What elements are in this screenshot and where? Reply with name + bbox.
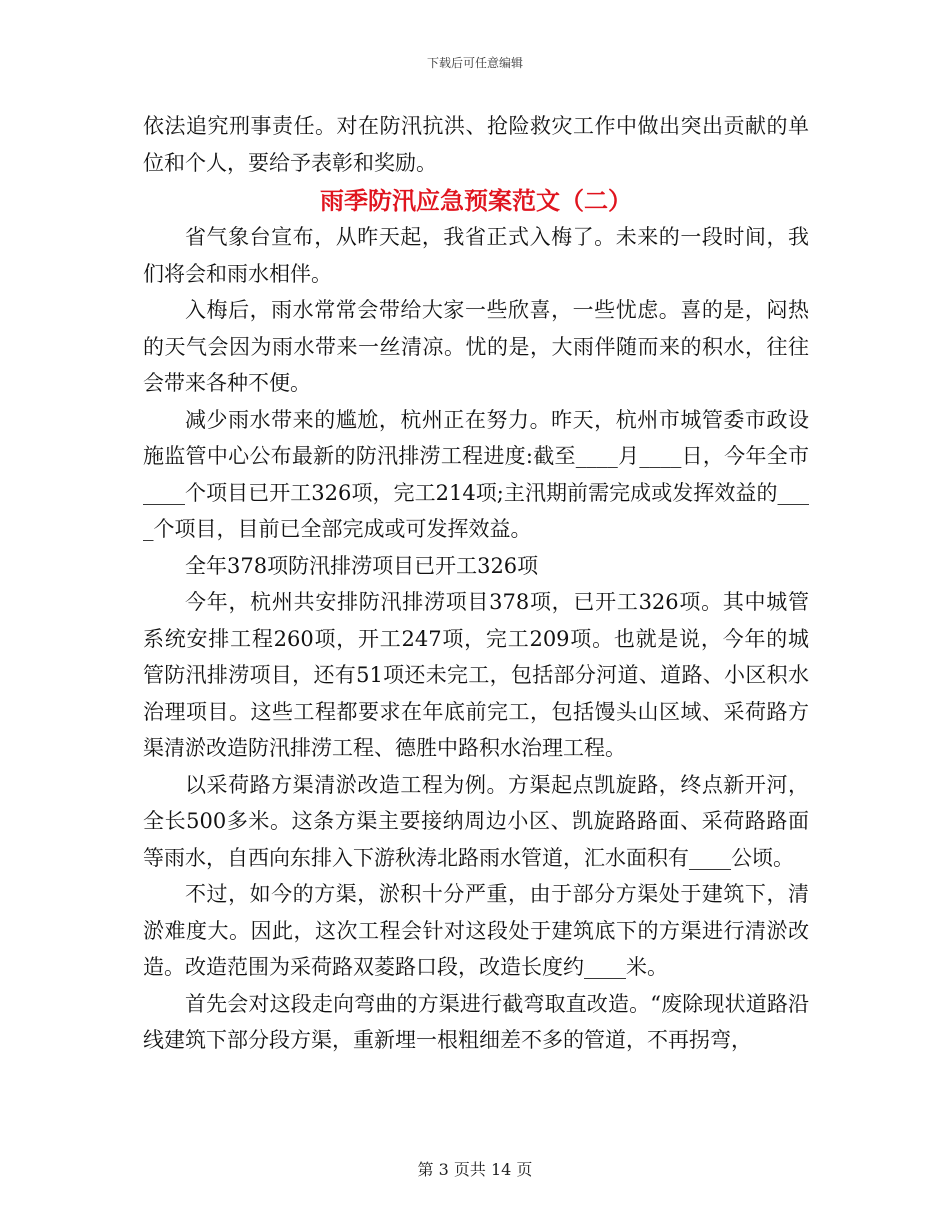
paragraph: 以采荷路方渠清淤改造工程为例。方渠起点凯旋路，终点新开河，全长500多米。这条方渠主要接纳周边小区、凯旋路路面、采荷路路面等雨水，自西向东排入下游秋涛北路雨水管道，汇水面积有____公顷。 [143,772,809,870]
paragraph-continuation: 依法追究刑事责任。对在防汛抗洪、抢险救灾工作中做出突出贡献的单位和个人，要给予表彰和奖励。 [143,114,809,175]
paragraph: 今年，杭州共安排防汛排涝项目378项，已开工326项。其中城管系统安排工程260项，开工247项，完工209项。也就是说，今年的城管防汛排涝项目，还有51项还未完工，包括部分河道、道路、小区积水治理项目。这些工程都要求在年底前完工，包括馒头山区域、采荷路方渠清淤改造防汛排涝工程、德胜中路积水治理工程。 [143,590,809,760]
paragraph: 不过，如今的方渠，淤积十分严重，由于部分方渠处于建筑下，清淤难度大。因此，这次工程会针对这段处于建筑底下的方渠进行清淤改造。改造范围为采荷路双菱路口段，改造长度约____米。 [143,882,809,979]
paragraph: 入梅后，雨水常常会带给大家一些欣喜，一些忧虑。喜的是，闷热的天气会因为雨水带来一丝清凉。忧的是，大雨伴随而来的积水，往往会带来各种不便。 [143,298,809,395]
paragraph: 省气象台宣布，从昨天起，我省正式入梅了。未来的一段时间，我们将会和雨水相伴。 [143,225,809,286]
paragraph-subheading: 全年378项防汛排涝项目已开工326项 [185,553,539,578]
document-body [143,108,809,1059]
paragraph: 首先会对这段走向弯曲的方渠进行截弯取直改造。“废除现状道路沿线建筑下部分段方渠，重新埋一根粗细差不多的管道，不再拐弯， [143,991,809,1052]
page-header-note: 下载后可任意编辑 [426,56,523,70]
section-title: 雨季防汛应急预案范文（二） [320,186,632,215]
paragraph: 减少雨水带来的尴尬，杭州正在努力。昨天，杭州市城管委市政设施监管中心公布最新的防汛排涝工程进度:截至____月____日，今年全市____个项目已开工326项，完工214项;主汛期前需完成或发挥效益的____个项目，目前已全部完成或可发挥效益。 [143,407,809,541]
page-number: 第 3 页共 14 页 [417,1160,533,1179]
